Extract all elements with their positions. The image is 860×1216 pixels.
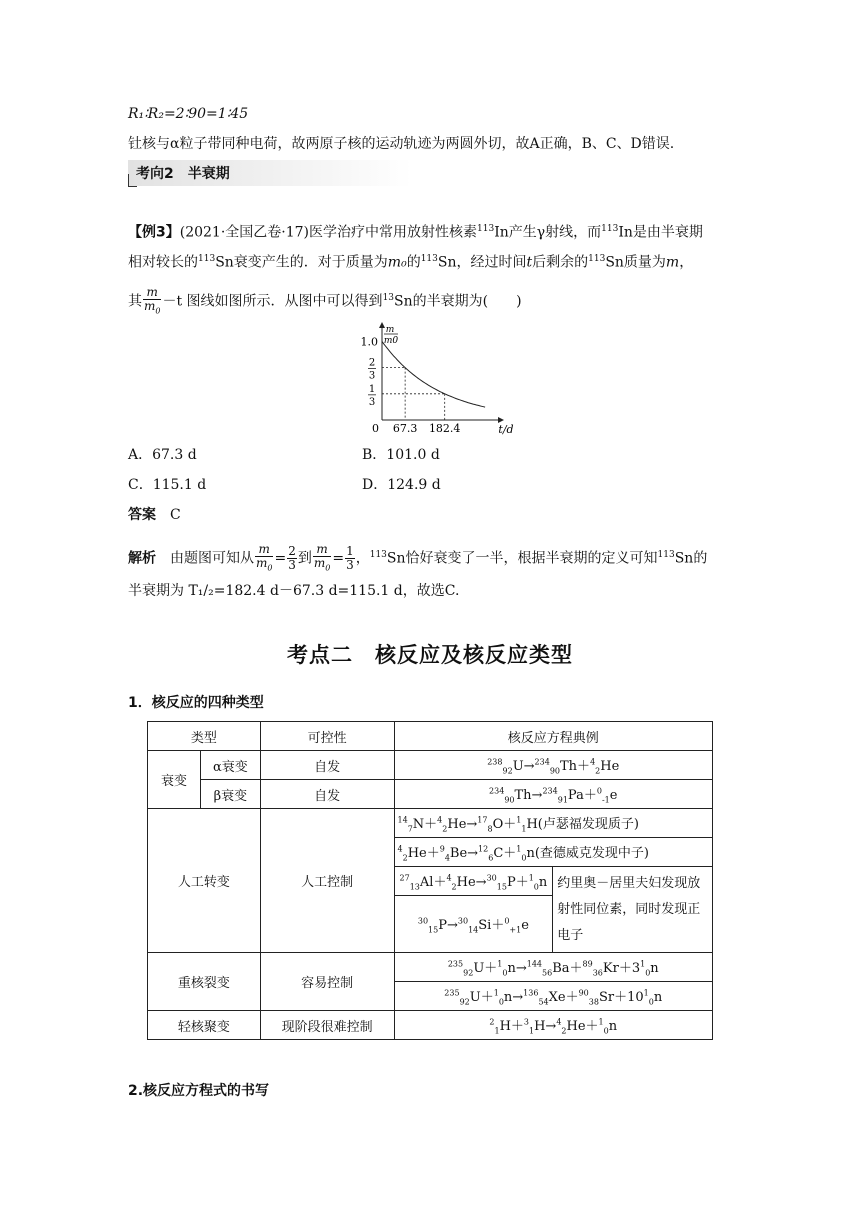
subsection-heading: 考向2 半衰期	[128, 160, 412, 186]
eq-p: $^{30}_{15}$P→$^{30}_{14}$Si＋$^0_{+1}$e	[394, 896, 553, 953]
cell-artificial: 人工转变	[148, 809, 261, 953]
cell-hard: 现阶段很难控制	[260, 1011, 394, 1040]
subheading-1: 1．核反应的四种类型	[128, 695, 264, 711]
cell-fusion: 轻核聚变	[148, 1011, 261, 1040]
header-example: 核反应方程典例	[394, 722, 713, 751]
y-tick-label-2-3-num: 2	[368, 357, 376, 369]
example-tag: 【例3】	[128, 224, 180, 241]
eq-al: $^{27}_{13}$Al＋$^4_2$He→$^{30}_{15}$P＋$^1_0$n	[394, 867, 553, 896]
cell-art-ctrl: 人工控制	[260, 809, 394, 953]
eq-alpha: $^{238}_{92}$U→$^{234}_{90}$Th＋$^4_2$He	[394, 751, 713, 780]
origin-label: 0	[372, 422, 379, 435]
cell-spont-1: 自发	[260, 751, 394, 780]
subheading-2: 2.核反应方程式的书写	[128, 1083, 270, 1099]
y-axis-label-den: m0	[383, 336, 399, 346]
cell-decay: 衰变	[148, 751, 201, 809]
example-line-3: 其 $\frac{m}{m_0}$ －t 图线如图所示．从图中可以得到$^{13}$Sn的半衰期为( )	[128, 284, 522, 316]
reaction-table	[147, 721, 713, 1040]
answer-line: 答案 C	[128, 507, 181, 523]
y-axis-arrow	[379, 322, 385, 328]
example-line-2: 相对较长的$^{113}$Sn衰变产生的．对于质量为m₀的$^{113}$Sn，经过时间t后剩余的$^{113}$Sn质量为m，	[128, 254, 694, 271]
y-axis-label-num: m	[385, 325, 395, 335]
x-tick-label: 67.3	[392, 422, 418, 435]
cell-fission: 重核裂变	[148, 953, 261, 1011]
conclusion-line: 钍核与α粒子带同种电荷，故两原子核的运动轨迹为两圆外切，故A正确，B、C、D错误.	[128, 136, 675, 152]
y-tick-label-1-3-den: 3	[368, 396, 376, 408]
cell-alpha: α衰变	[200, 751, 260, 780]
cell-easy: 容易控制	[260, 953, 394, 1011]
option-c: C．115.1 d	[128, 477, 207, 493]
cell-note: 约里奥－居里夫妇发现放射性同位素，同时发现正电子	[553, 867, 713, 953]
x-axis-label: t/d	[498, 423, 514, 436]
eq-fission-2: $^{235}_{92}U+^1_0n\to^{136}_{54}Xe+^{90}_{38}Sr+10^1_0n$	[394, 982, 713, 1011]
eq-chadwick: $^4_2$He＋$^9_4$Be→$^{12}_6$C＋$^1_0$n(查德威克发现中子)	[394, 838, 713, 867]
decay-curve	[382, 341, 485, 407]
option-a: A．67.3 d	[128, 447, 197, 463]
analysis-line-1: 解析 由题图可知从 $\frac{m}{m_0}$ = $\frac{2}{3}$ 到 $\frac{m}{m_0}$ = $\frac{1}{3}$ ，$^{113}$Sn恰好衰变了一半，根据半衰期的定义可知$^{113}$Sn的	[128, 541, 708, 573]
ratio-line: R₁∶R₂=2∶90=1∶45	[128, 106, 249, 122]
y-tick-label: 1.0	[360, 335, 378, 349]
y-tick-label-1-3-num: 1	[368, 383, 376, 395]
decay-chart	[348, 320, 514, 440]
header-control: 可控性	[260, 722, 394, 751]
eq-beta: $^{234}_{90}$Th→$^{234}_{91}$Pa＋$^0_{-1}$e	[394, 780, 713, 809]
cell-beta: β衰变	[200, 780, 260, 809]
option-d: D．124.9 d	[362, 477, 441, 493]
example-line-1: 【例3】(2021·全国乙卷·17)医学治疗中常用放射性核素$^{113}$In产生γ射线，而$^{113}$In是由半衰期	[128, 224, 703, 241]
x-tick-label: 182.4	[428, 422, 461, 435]
eq-fusion: $^2_1$H＋$^3_1$H→$^4_2$He＋$^1_0$n	[394, 1011, 713, 1040]
eq-fission-1: $^{235}_{92}U+^1_0n\to^{144}_{56}Ba+^{89}_{36}Kr+3^1_0n$	[394, 953, 713, 982]
cell-spont-2: 自发	[260, 780, 394, 809]
y-tick-label-2-3-den: 3	[368, 370, 376, 382]
eq-rutherford: $^{14}_7$N＋$^4_2$He→$^{17}_8$O＋$^1_1$H(卢瑟福发现质子)	[394, 809, 713, 838]
option-b: B．101.0 d	[362, 447, 440, 463]
analysis-line-2: 半衰期为 T₁/₂=182.4 d－67.3 d=115.1 d，故选C.	[128, 583, 460, 599]
header-type: 类型	[148, 722, 261, 751]
section-title: 考点二 核反应及核反应类型	[287, 643, 573, 667]
